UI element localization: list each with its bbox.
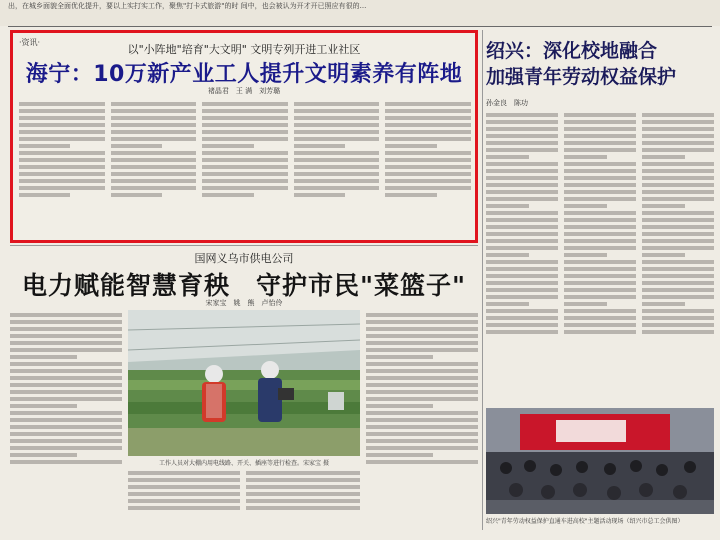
text-line-placeholder xyxy=(564,281,636,285)
text-line-placeholder xyxy=(642,211,714,215)
text-line-placeholder xyxy=(486,162,558,166)
text-line-placeholder xyxy=(366,313,478,317)
text-line-placeholder xyxy=(486,113,558,117)
text-line-placeholder xyxy=(642,316,714,320)
text-line-placeholder xyxy=(486,295,558,299)
article-text-column xyxy=(294,99,380,241)
greenhouse-photo-image xyxy=(128,310,360,456)
text-line-placeholder xyxy=(366,439,478,443)
text-line-placeholder xyxy=(486,183,558,187)
text-line-placeholder xyxy=(19,165,105,169)
text-line-placeholder xyxy=(486,274,558,278)
text-line-placeholder xyxy=(19,158,105,162)
text-line-placeholder xyxy=(202,193,253,197)
text-line-placeholder xyxy=(486,218,558,222)
text-line-placeholder xyxy=(294,123,380,127)
power-article-byline: 宋家宝 姚 熊 卢怡伶 xyxy=(205,299,283,307)
text-line-placeholder xyxy=(202,102,288,106)
text-line-placeholder xyxy=(642,218,714,222)
text-line-placeholder xyxy=(385,165,471,169)
text-line-placeholder xyxy=(366,327,478,331)
text-line-placeholder xyxy=(564,253,607,257)
text-line-placeholder xyxy=(294,144,345,148)
text-line-placeholder xyxy=(294,109,380,113)
text-line-placeholder xyxy=(111,151,197,155)
text-line-placeholder xyxy=(10,432,122,436)
shaoxing-article-headline-line1: 绍兴：深化校地融合 xyxy=(486,40,658,62)
text-line-placeholder xyxy=(366,418,478,422)
text-line-placeholder xyxy=(366,355,433,359)
text-line-placeholder xyxy=(294,193,345,197)
article-text-column xyxy=(111,99,197,241)
power-article-text-column xyxy=(366,310,478,532)
greenhouse-photo-caption: 工作人员对大棚内用电线路、开关、插座等进行检查。宋家宝 摄 xyxy=(159,460,329,467)
text-line-placeholder xyxy=(10,362,122,366)
shaoxing-article-headline-line2: 加强青年劳动权益保护 xyxy=(486,66,677,88)
text-line-placeholder xyxy=(564,148,636,152)
article-headline: 海宁：10万新产业工人提升文明素养有阵地 xyxy=(25,62,463,87)
text-line-placeholder xyxy=(564,197,636,201)
text-line-placeholder xyxy=(642,253,685,257)
text-line-placeholder xyxy=(642,302,685,306)
text-line-placeholder xyxy=(486,148,558,152)
text-line-placeholder xyxy=(486,330,558,334)
text-line-placeholder xyxy=(564,204,607,208)
text-line-placeholder xyxy=(486,225,558,229)
text-line-placeholder xyxy=(202,165,288,169)
text-line-placeholder xyxy=(642,141,714,145)
text-line-placeholder xyxy=(19,144,70,148)
text-line-placeholder xyxy=(385,151,471,155)
text-line-placeholder xyxy=(385,137,471,141)
text-line-placeholder xyxy=(111,102,197,106)
text-line-placeholder xyxy=(486,232,558,236)
text-line-placeholder xyxy=(294,102,380,106)
text-line-placeholder xyxy=(366,348,478,352)
text-line-placeholder xyxy=(385,123,471,127)
text-line-placeholder xyxy=(642,239,714,243)
text-line-placeholder xyxy=(486,211,558,215)
text-line-placeholder xyxy=(366,334,478,338)
text-line-placeholder xyxy=(642,190,714,194)
text-line-placeholder xyxy=(19,179,105,183)
text-line-placeholder xyxy=(642,260,714,264)
text-line-placeholder xyxy=(642,148,714,152)
shaoxing-article-body xyxy=(486,110,714,435)
top-strip xyxy=(0,0,720,26)
shaoxing-article-text-column xyxy=(486,110,558,435)
article-body xyxy=(19,99,471,241)
campus-event-photo-caption: 绍兴"青年劳动权益保护直通车进高校"主题活动现场（绍兴市总工会供图） xyxy=(486,518,684,524)
text-line-placeholder xyxy=(366,425,478,429)
text-line-placeholder xyxy=(642,113,714,117)
text-line-placeholder xyxy=(19,102,105,106)
shaoxing-article-text-column xyxy=(564,110,636,435)
text-line-placeholder xyxy=(486,267,558,271)
text-line-placeholder xyxy=(128,492,240,496)
highlighted-article xyxy=(10,30,478,243)
text-line-placeholder xyxy=(642,197,714,201)
text-line-placeholder xyxy=(642,155,685,159)
text-line-placeholder xyxy=(642,134,714,138)
campus-event-photo-image xyxy=(486,408,714,514)
text-line-placeholder xyxy=(642,288,714,292)
text-line-placeholder xyxy=(111,186,197,190)
text-line-placeholder xyxy=(486,197,558,201)
text-line-placeholder xyxy=(564,141,636,145)
text-line-placeholder xyxy=(10,397,122,401)
text-line-placeholder xyxy=(564,316,636,320)
text-line-placeholder xyxy=(486,176,558,180)
text-line-placeholder xyxy=(564,288,636,292)
text-line-placeholder xyxy=(111,172,197,176)
text-line-placeholder xyxy=(564,155,607,159)
text-line-placeholder xyxy=(111,179,197,183)
text-line-placeholder xyxy=(366,453,433,457)
article-text-column xyxy=(202,99,288,241)
text-line-placeholder xyxy=(202,130,288,134)
text-line-placeholder xyxy=(19,193,70,197)
text-line-placeholder xyxy=(202,172,288,176)
top-strip-text: 出，在城乡面貌全面优化提升，要以上实打实工作，聚焦"打卡式旅游"的时 间中，也会被认为开才开已照应有很的... xyxy=(8,2,367,10)
text-line-placeholder xyxy=(294,158,380,162)
text-line-placeholder xyxy=(642,176,714,180)
text-line-placeholder xyxy=(564,323,636,327)
text-line-placeholder xyxy=(385,130,471,134)
text-line-placeholder xyxy=(10,411,122,415)
text-line-placeholder xyxy=(564,239,636,243)
article-tag: ·资讯· xyxy=(19,38,41,47)
text-line-placeholder xyxy=(10,369,122,373)
text-line-placeholder xyxy=(10,327,122,331)
text-line-placeholder xyxy=(564,134,636,138)
text-line-placeholder xyxy=(294,116,380,120)
section-rule xyxy=(10,245,478,246)
text-line-placeholder xyxy=(111,144,162,148)
text-line-placeholder xyxy=(642,295,714,299)
text-line-placeholder xyxy=(366,411,478,415)
text-line-placeholder xyxy=(111,116,197,120)
text-line-placeholder xyxy=(564,246,636,250)
text-line-placeholder xyxy=(10,313,122,317)
text-line-placeholder xyxy=(486,134,558,138)
text-line-placeholder xyxy=(366,320,478,324)
text-line-placeholder xyxy=(486,260,558,264)
text-line-placeholder xyxy=(564,211,636,215)
text-line-placeholder xyxy=(366,432,478,436)
text-line-placeholder xyxy=(10,446,122,450)
text-line-placeholder xyxy=(486,204,529,208)
power-article-kicker: 国网义乌市供电公司 xyxy=(194,252,294,265)
text-line-placeholder xyxy=(486,316,558,320)
text-line-placeholder xyxy=(564,162,636,166)
text-line-placeholder xyxy=(385,172,471,176)
article-text-column xyxy=(19,99,105,241)
text-line-placeholder xyxy=(10,334,122,338)
text-line-placeholder xyxy=(642,309,714,313)
text-line-placeholder xyxy=(128,485,240,489)
text-line-placeholder xyxy=(10,348,122,352)
text-line-placeholder xyxy=(294,165,380,169)
text-line-placeholder xyxy=(486,323,558,327)
text-line-placeholder xyxy=(246,499,360,503)
text-line-placeholder xyxy=(385,144,436,148)
text-line-placeholder xyxy=(10,418,122,422)
text-line-placeholder xyxy=(564,295,636,299)
text-line-placeholder xyxy=(486,253,529,257)
text-line-placeholder xyxy=(246,492,360,496)
text-line-placeholder xyxy=(246,506,360,510)
text-line-placeholder xyxy=(10,404,77,408)
text-line-placeholder xyxy=(10,376,122,380)
text-line-placeholder xyxy=(366,369,478,373)
text-line-placeholder xyxy=(19,130,105,134)
text-line-placeholder xyxy=(564,127,636,131)
text-line-placeholder xyxy=(111,165,197,169)
text-line-placeholder xyxy=(642,120,714,124)
text-line-placeholder xyxy=(564,267,636,271)
text-line-placeholder xyxy=(19,116,105,120)
text-line-placeholder xyxy=(642,169,714,173)
power-article-text-column xyxy=(128,468,240,532)
text-line-placeholder xyxy=(564,218,636,222)
text-line-placeholder xyxy=(486,239,558,243)
text-line-placeholder xyxy=(486,190,558,194)
text-line-placeholder xyxy=(564,302,607,306)
text-line-placeholder xyxy=(642,183,714,187)
text-line-placeholder xyxy=(246,485,360,489)
text-line-placeholder xyxy=(10,355,77,359)
shaoxing-article-text-column xyxy=(642,110,714,435)
text-line-placeholder xyxy=(202,186,288,190)
text-line-placeholder xyxy=(19,151,105,155)
text-line-placeholder xyxy=(19,137,105,141)
text-line-placeholder xyxy=(486,120,558,124)
text-line-placeholder xyxy=(642,225,714,229)
power-article xyxy=(10,248,478,536)
text-line-placeholder xyxy=(642,274,714,278)
text-line-placeholder xyxy=(10,439,122,443)
text-line-placeholder xyxy=(10,425,122,429)
column-rule xyxy=(482,30,483,530)
text-line-placeholder xyxy=(486,127,558,131)
text-line-placeholder xyxy=(366,383,478,387)
text-line-placeholder xyxy=(564,176,636,180)
text-line-placeholder xyxy=(128,471,240,475)
article-text-column xyxy=(385,99,471,241)
text-line-placeholder xyxy=(366,362,478,366)
text-line-placeholder xyxy=(385,116,471,120)
text-line-placeholder xyxy=(642,330,714,334)
text-line-placeholder xyxy=(642,323,714,327)
text-line-placeholder xyxy=(486,141,558,145)
text-line-placeholder xyxy=(294,179,380,183)
text-line-placeholder xyxy=(202,158,288,162)
text-line-placeholder xyxy=(202,151,288,155)
text-line-placeholder xyxy=(10,341,122,345)
text-line-placeholder xyxy=(10,390,122,394)
text-line-placeholder xyxy=(246,471,360,475)
text-line-placeholder xyxy=(19,186,105,190)
text-line-placeholder xyxy=(366,404,433,408)
text-line-placeholder xyxy=(202,123,288,127)
text-line-placeholder xyxy=(246,478,360,482)
article-byline: 褚晶君 王 满 刘芳璐 xyxy=(207,87,281,95)
text-line-placeholder xyxy=(294,172,380,176)
text-line-placeholder xyxy=(128,478,240,482)
text-line-placeholder xyxy=(202,116,288,120)
text-line-placeholder xyxy=(19,109,105,113)
text-line-placeholder xyxy=(564,260,636,264)
text-line-placeholder xyxy=(202,179,288,183)
text-line-placeholder xyxy=(111,137,197,141)
text-line-placeholder xyxy=(10,460,122,464)
text-line-placeholder xyxy=(385,109,471,113)
campus-event-photo xyxy=(486,408,714,524)
text-line-placeholder xyxy=(366,397,478,401)
text-line-placeholder xyxy=(128,499,240,503)
text-line-placeholder xyxy=(202,109,288,113)
text-line-placeholder xyxy=(111,109,197,113)
text-line-placeholder xyxy=(385,186,471,190)
text-line-placeholder xyxy=(486,302,529,306)
text-line-placeholder xyxy=(564,225,636,229)
text-line-placeholder xyxy=(642,204,685,208)
text-line-placeholder xyxy=(564,274,636,278)
text-line-placeholder xyxy=(202,144,253,148)
text-line-placeholder xyxy=(486,155,529,159)
text-line-placeholder xyxy=(366,390,478,394)
text-line-placeholder xyxy=(564,120,636,124)
text-line-placeholder xyxy=(19,172,105,176)
text-line-placeholder xyxy=(642,162,714,166)
text-line-placeholder xyxy=(486,169,558,173)
text-line-placeholder xyxy=(128,506,240,510)
text-line-placeholder xyxy=(642,281,714,285)
text-line-placeholder xyxy=(294,137,380,141)
text-line-placeholder xyxy=(385,158,471,162)
text-line-placeholder xyxy=(366,446,478,450)
text-line-placeholder xyxy=(111,193,162,197)
text-line-placeholder xyxy=(642,267,714,271)
text-line-placeholder xyxy=(111,130,197,134)
power-article-headline: 电力赋能智慧育秧 守护市民"菜篮子" xyxy=(21,271,467,300)
text-line-placeholder xyxy=(564,190,636,194)
text-line-placeholder xyxy=(111,123,197,127)
text-line-placeholder xyxy=(564,169,636,173)
text-line-placeholder xyxy=(294,130,380,134)
text-line-placeholder xyxy=(564,232,636,236)
text-line-placeholder xyxy=(486,309,558,313)
text-line-placeholder xyxy=(642,232,714,236)
text-line-placeholder xyxy=(10,320,122,324)
text-line-placeholder xyxy=(486,281,558,285)
text-line-placeholder xyxy=(385,193,436,197)
text-line-placeholder xyxy=(294,186,380,190)
text-line-placeholder xyxy=(366,341,478,345)
text-line-placeholder xyxy=(202,137,288,141)
text-line-placeholder xyxy=(564,330,636,334)
shaoxing-article-byline: 孙金良 陈功 xyxy=(486,99,528,107)
power-article-text-column xyxy=(246,468,360,532)
text-line-placeholder xyxy=(564,309,636,313)
text-line-placeholder xyxy=(294,151,380,155)
text-line-placeholder xyxy=(366,460,478,464)
top-rule xyxy=(8,26,712,27)
power-article-text-column xyxy=(10,310,122,532)
text-line-placeholder xyxy=(642,127,714,131)
text-line-placeholder xyxy=(111,158,197,162)
text-line-placeholder xyxy=(564,113,636,117)
article-kicker: 以"小阵地"培育"大文明" 文明专列开进工业社区 xyxy=(127,43,361,56)
text-line-placeholder xyxy=(564,183,636,187)
greenhouse-photo xyxy=(128,310,360,456)
text-line-placeholder xyxy=(486,246,558,250)
text-line-placeholder xyxy=(19,123,105,127)
text-line-placeholder xyxy=(486,288,558,292)
text-line-placeholder xyxy=(366,376,478,380)
text-line-placeholder xyxy=(10,453,77,457)
text-line-placeholder xyxy=(385,102,471,106)
text-line-placeholder xyxy=(385,179,471,183)
text-line-placeholder xyxy=(642,246,714,250)
text-line-placeholder xyxy=(10,383,122,387)
